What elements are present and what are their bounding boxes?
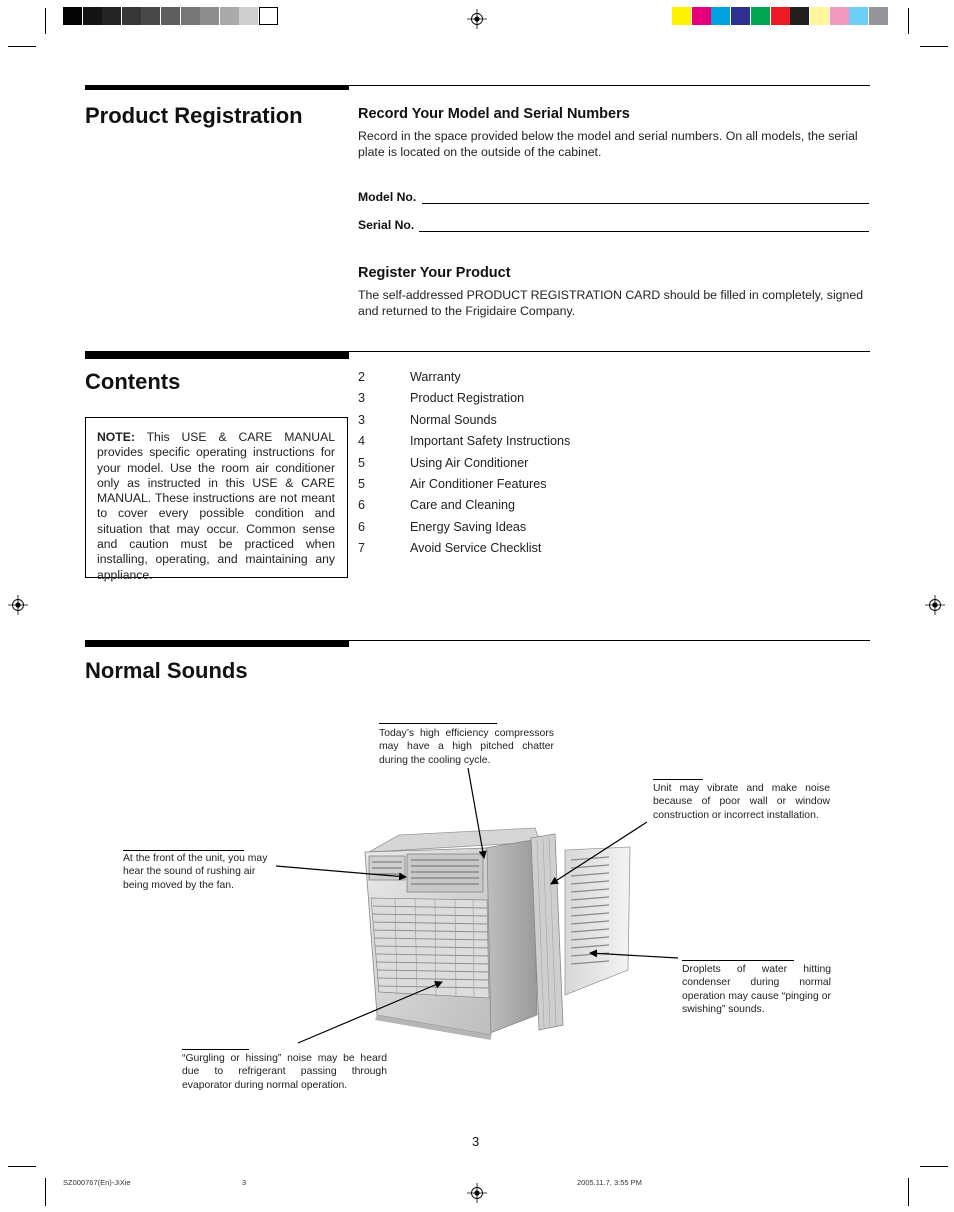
contents-item-title: Using Air Conditioner [410,455,529,470]
callout-rule [653,779,703,780]
contents-page-number: 5 [358,455,366,470]
droplets-callout: Droplets of water hitting condenser during normal operation may cause “pinging or swishing” sounds. [682,964,831,1016]
page-number: 3 [472,1134,480,1149]
compressor-arrow [468,768,484,858]
record-numbers-heading: Record Your Model and Serial Numbers [358,106,630,122]
contents-item-title: Avoid Service Checklist [410,541,542,556]
droplets-arrow [590,953,678,958]
contents-page-number: 5 [358,477,366,491]
contents-page-number: 7 [358,541,366,556]
serial-number-label: Serial No. [358,218,415,232]
gurgling-callout: “Gurgling or hissing” noise may be heard due to refrigerant passing through evaporator during normal operation. [182,1053,387,1091]
callout-rule [682,960,794,961]
vibration-arrow [551,822,647,884]
note-label: NOTE: [97,430,135,444]
callout-rule [379,723,497,724]
callout-rule [123,850,244,851]
callout-rule [182,1049,249,1050]
footer-page: 3 [242,1178,247,1187]
contents-item-title: Normal Sounds [410,412,497,427]
contents-heading: Contents [85,369,181,394]
note-text: This USE & CARE MANUAL provides specific operating instructions for your model. Use the room air conditioner only as instructed in this USE & CARE MANUAL. These instructions are not meant to cover every possible condition and situation that may occur. Common sense and caution must be practiced when installing, operating, and maintaining any appliance. [97,430,335,582]
contents-item-title: Product Registration [410,391,525,406]
contents-item-title: Air Conditioner Features [410,477,547,491]
contents-item-title: Energy Saving Ideas [410,519,527,534]
model-number-label: Model No. [358,190,417,204]
fan-callout: At the front of the unit, you may hear the sound of rushing air being moved by the fan. [123,853,268,891]
contents-page-number: 6 [358,519,366,534]
contents-page-number: 2 [358,370,366,384]
contents-item-title: Warranty [410,370,461,384]
contents-page-number: 3 [358,391,366,406]
footer-timestamp: 2005.11.7, 3:55 PM [577,1178,642,1187]
register-product-text: The self-addressed PRODUCT REGISTRATION CARD should be filled in completely, signed and returned to the Frigidaire Company. [358,288,864,318]
normal-sounds-heading: Normal Sounds [85,658,248,683]
record-numbers-text: Record in the space provided below the model and serial numbers. On all models, the serial plate is located on the outside of the cabinet. [358,129,858,159]
contents-page-number: 3 [358,412,366,427]
contents-item-title: Important Safety Instructions [410,434,571,449]
product-registration-heading: Product Registration [85,103,303,128]
gurgling-arrow [298,982,442,1043]
register-product-heading: Register Your Product [358,265,511,281]
fan-arrow [276,866,406,877]
contents-page-number: 4 [358,434,366,449]
compressor-callout: Today’s high efficiency compressors may have a high pitched chatter during the cooling cycle. [379,728,554,766]
contents-page-number: 6 [358,498,366,513]
contents-item-title: Care and Cleaning [410,498,516,513]
footer-doc-code: SZ000767(En)-JiXie [63,1178,131,1187]
vibration-callout: Unit may vibrate and make noise because of poor wall or window construction or incorrect installation. [653,783,830,821]
